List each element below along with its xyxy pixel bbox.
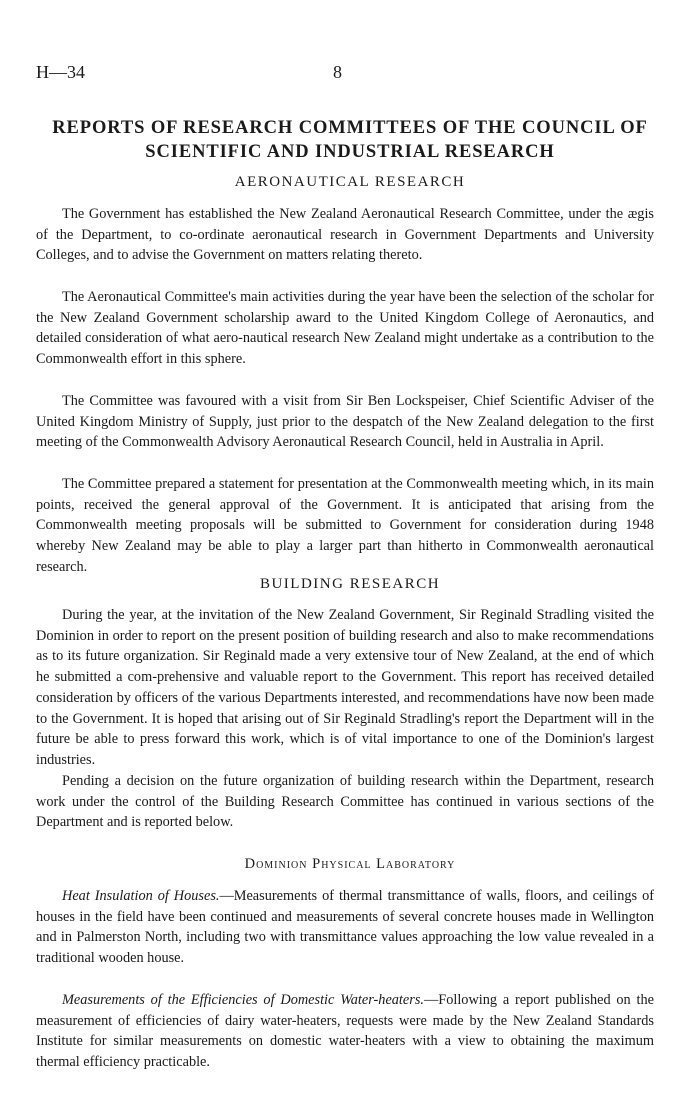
heat-insulation-title: Heat Insulation of Houses. bbox=[62, 888, 220, 904]
dominion-lab-heading: Dominion Physical Laboratory bbox=[244, 856, 456, 872]
aeronautical-paragraph-1: The Government has established the New Zealand Aeronautical Research Committee, under the ægis of the Department, to co-ordinate aeronautical research in Government Departments and University Colleges, and to advise the Government on matters relating thereto. bbox=[36, 206, 654, 264]
water-heaters-title: Measurements of the Efficiencies of Domestic Water-heaters. bbox=[62, 992, 424, 1008]
document-title bbox=[20, 116, 680, 164]
water-heaters-body: —Following a report published on the measurement of efficiencies of dairy water-heaters, requests were made by the New Zealand Standards Institute for similar measurements on domestic water-heaters with a view to obtaining the maximum thermal efficiency practicable. bbox=[36, 992, 654, 1071]
running-header bbox=[36, 62, 656, 84]
aeronautical-paragraph-4: The Committee prepared a statement for presentation at the Commonwealth meeting which, in its main points, received the general approval of the Government. It is anticipated that arising from the Commonwealth meeting proposals will be submitted to Government for consideration during 1948 whereby New Zealand may be able to play a larger part than hitherto in Commonwealth aeronautical research. bbox=[36, 476, 654, 575]
heat-insulation-paragraph bbox=[36, 886, 654, 969]
building-heading: BUILDING RESEARCH bbox=[259, 576, 441, 592]
heat-insulation-body: —Measurements of thermal transmittance of walls, floors, and ceilings of houses in the field have been continued and measurements of several concrete houses made in Wellington and in Palmerston North, including two with transmittance values approaching the low value revealed in a traditional wooden house. bbox=[36, 888, 654, 967]
building-paragraph-1: During the year, at the invitation of the New Zealand Government, Sir Reginald Stradling visited the Dominion in order to report on the present position of building research and also to make recommendations as to its future organization. Sir Reginald made a very extensive tour of New Zealand, at the end of which he submitted a com-prehensive and valuable report to the Government. This report has received detailed consideration by officers of the various Departments interested, and recommendations have now been made to the Government. It is hoped that arising out of Sir Reginald Stradling's report the Department will in the future be able to press forward this work, which is of vital importance to one of the Dominion's largest industries. bbox=[36, 607, 654, 768]
water-heaters-paragraph bbox=[36, 990, 654, 1073]
page-number: 8 bbox=[333, 62, 342, 82]
title-line-1: REPORTS OF RESEARCH COMMITTEES OF THE COUNCIL OF bbox=[52, 118, 648, 138]
building-paragraph-2: Pending a decision on the future organization of building research within the Department, research work under the control of the Building Research Committee has continued in various sections of the Department and is reported below. bbox=[36, 773, 654, 831]
aeronautical-paragraph-2: The Aeronautical Committee's main activities during the year have been the selection of the scholar for the New Zealand Government scholarship award to the United Kingdom College of Aeronautics, and detailed consideration of what aero-nautical research New Zealand might undertake as a contribution to the Commonwealth effort in this sphere. bbox=[36, 289, 654, 368]
report-reference: H—34 bbox=[36, 62, 85, 82]
title-line-2: SCIENTIFIC AND INDUSTRIAL RESEARCH bbox=[145, 142, 555, 162]
aeronautical-paragraph-3: The Committee was favoured with a visit from Sir Ben Lockspeiser, Chief Scientific Adviser of the United Kingdom Ministry of Supply, just prior to the despatch of the New Zealand delegation to the first meeting of the Commonwealth Advisory Aeronautical Research Council, held in Australia in April. bbox=[36, 393, 654, 451]
aeronautical-heading: AERONAUTICAL RESEARCH bbox=[234, 174, 466, 190]
